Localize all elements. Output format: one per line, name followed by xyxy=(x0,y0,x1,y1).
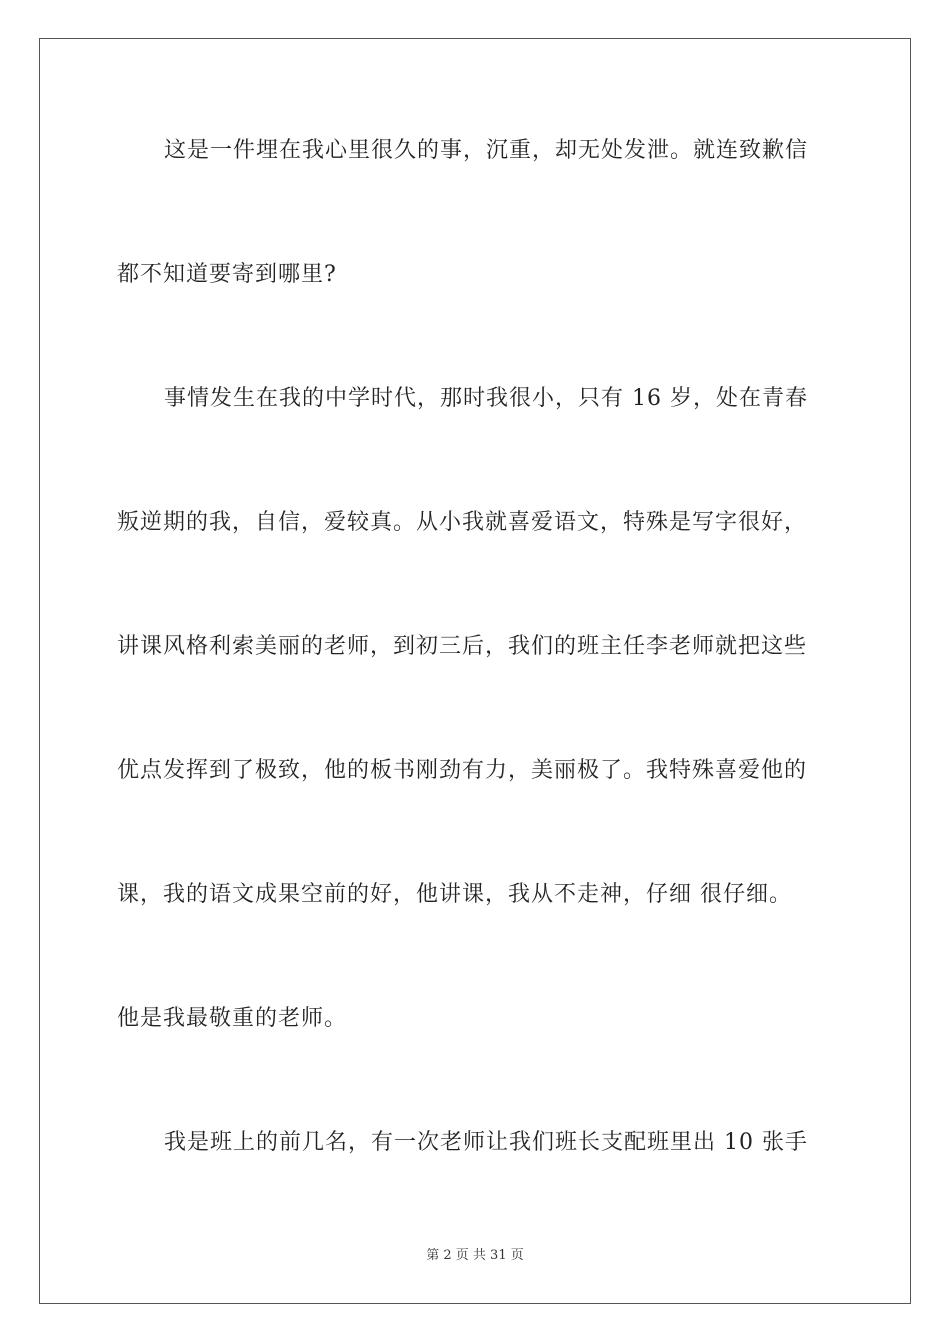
page-border xyxy=(39,38,911,1304)
paragraph-2-line-4: 优点发挥到了极致，他的板书刚劲有力，美丽极了。我特殊喜爱他的 xyxy=(117,758,808,783)
paragraph-2-line-2: 叛逆期的我，自信，爱较真。从小我就喜爱语文，特殊是写字很好， xyxy=(117,510,808,535)
paragraph-2-line-3: 讲课风格利索美丽的老师，到初三后，我们的班主任李老师就把这些 xyxy=(117,634,808,659)
paragraph-2-line-5: 课，我的语文成果空前的好，他讲课，我从不走神，仔细 很仔细。 xyxy=(117,882,792,907)
paragraph-2-line-1: 事情发生在我的中学时代，那时我很小，只有 16 岁，处在青春 xyxy=(164,386,808,411)
paragraph-1-line-1: 这是一件埋在我心里很久的事，沉重，却无处发泄。就连致歉信 xyxy=(164,138,809,163)
paragraph-3-line-1: 我是班上的前几名，有一次老师让我们班长支配班里出 10 张手 xyxy=(164,1130,808,1155)
page-number-footer: 第 2 页 共 31 页 xyxy=(426,1248,524,1263)
paragraph-2-line-6: 他是我最敬重的老师。 xyxy=(117,1006,348,1031)
paragraph-1-line-2: 都不知道要寄到哪里? xyxy=(117,262,337,287)
